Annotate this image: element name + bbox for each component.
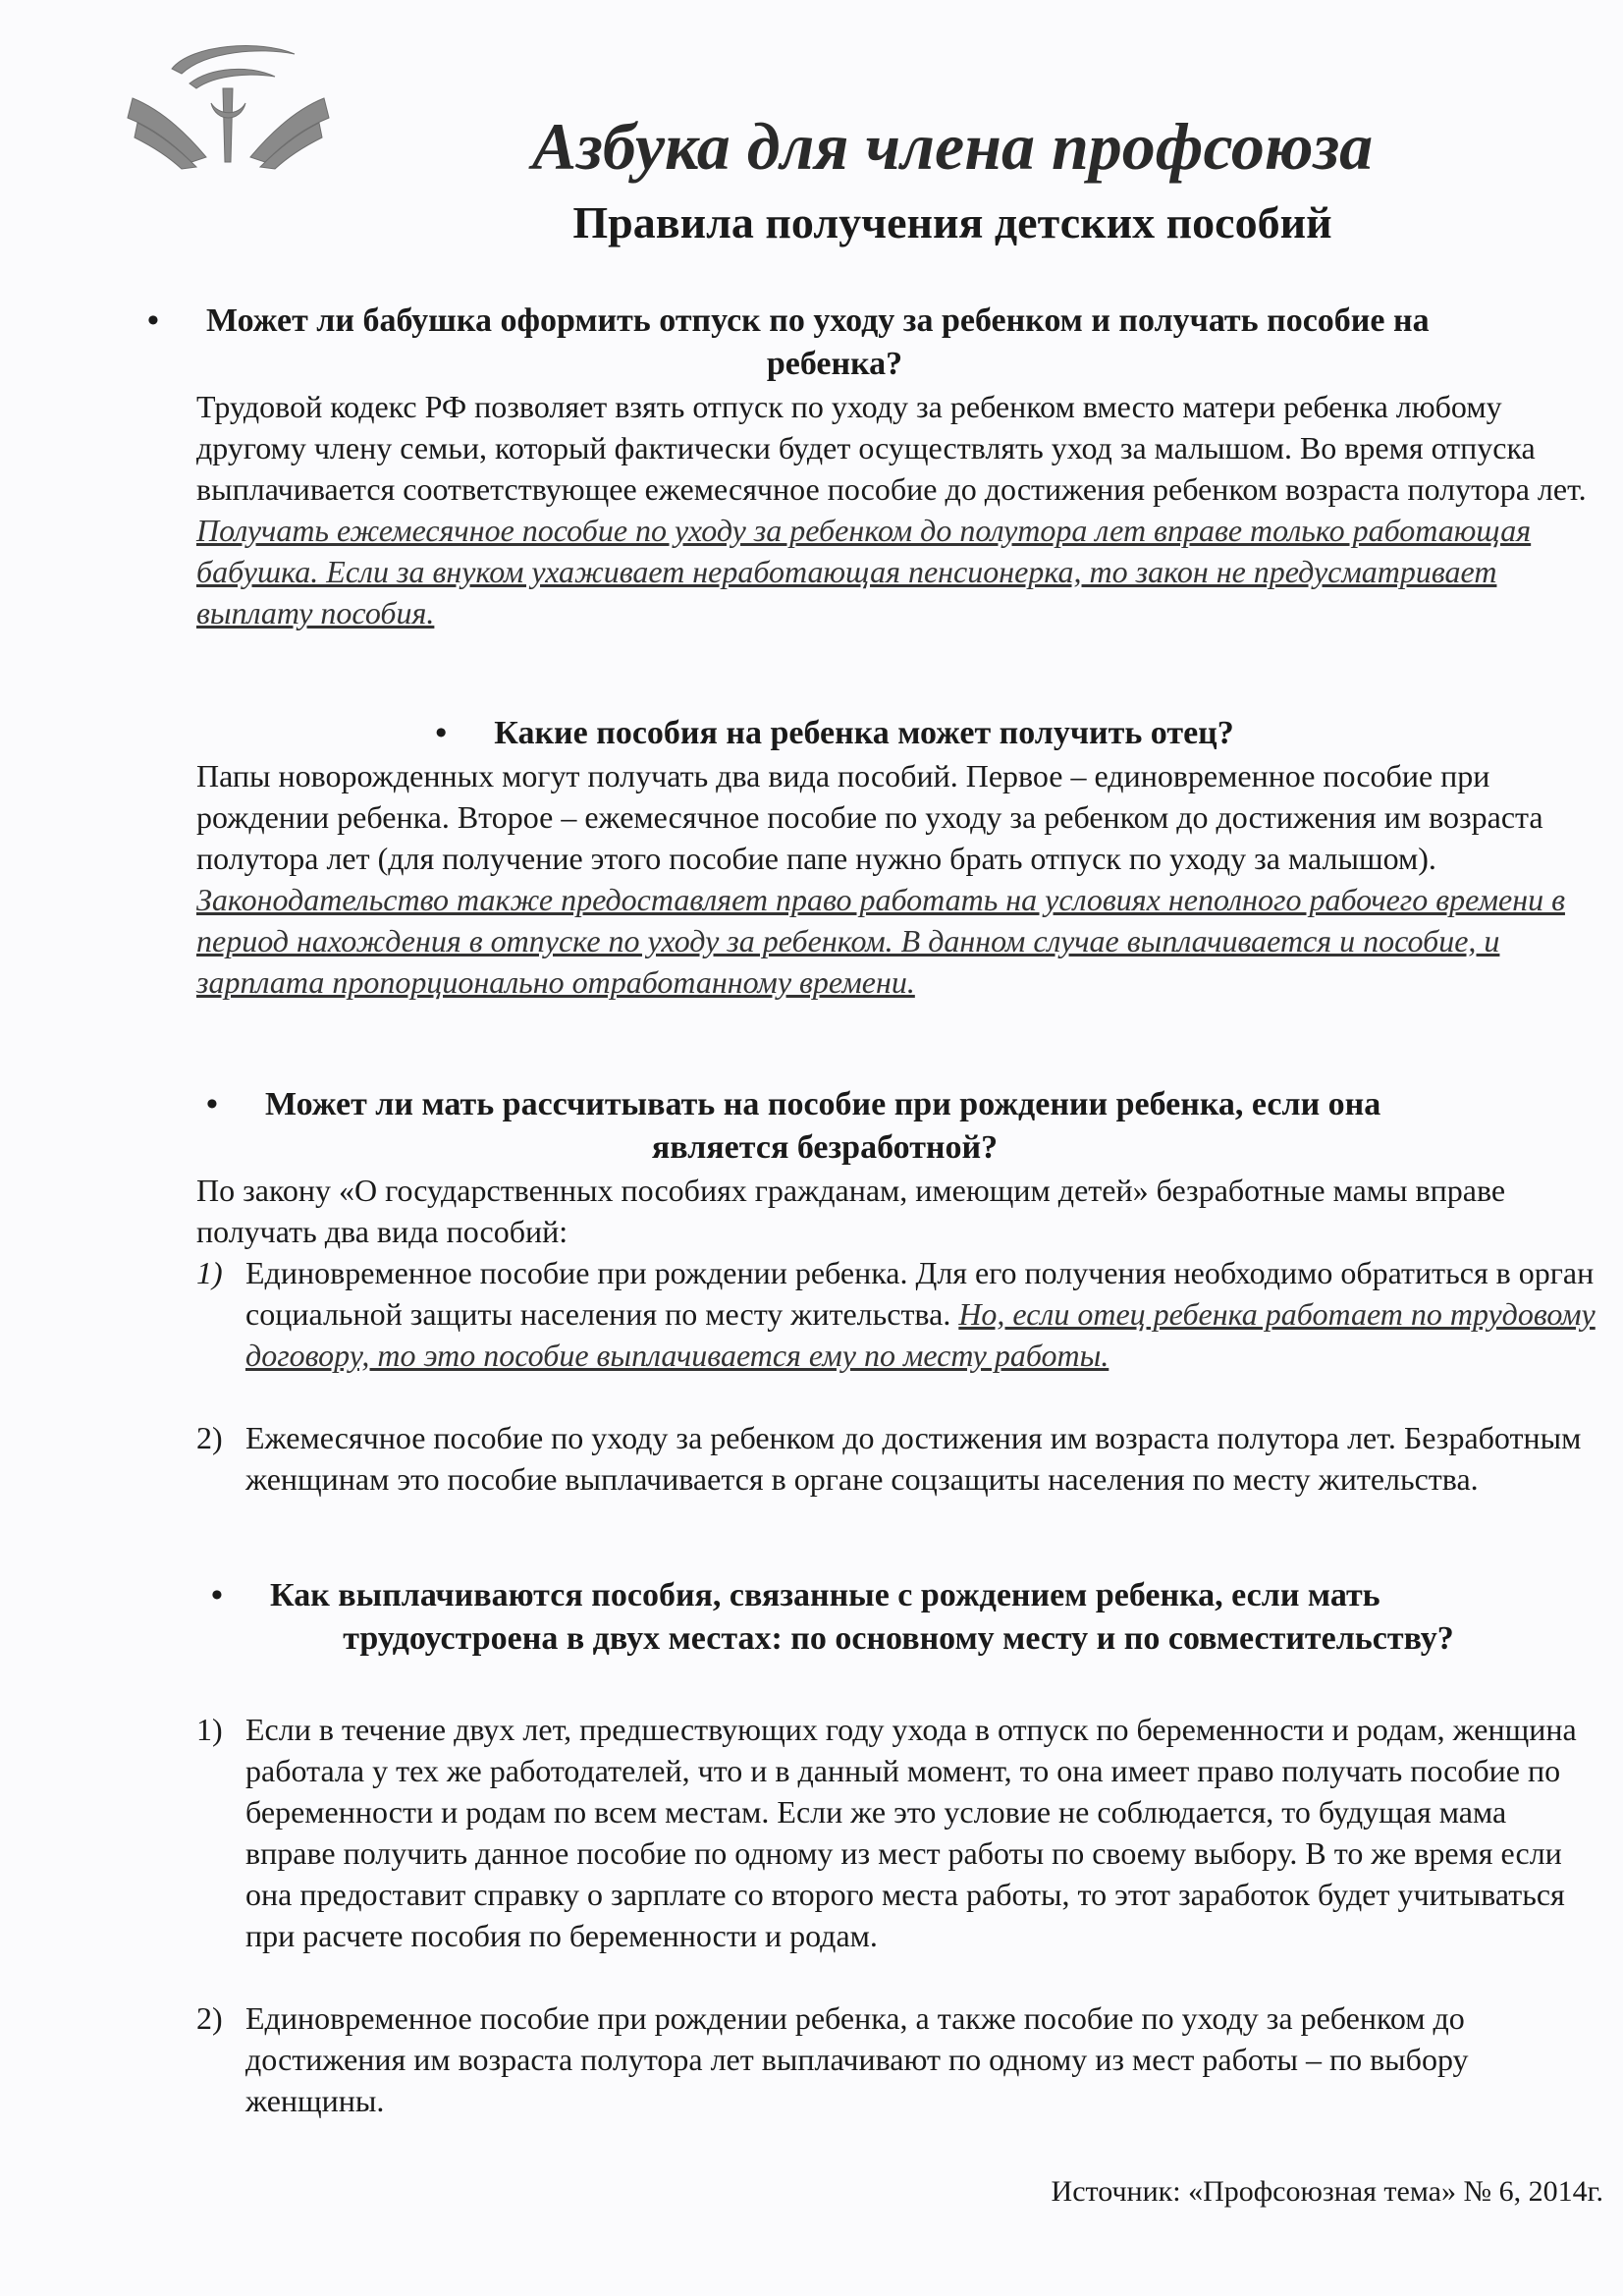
bullet-icon: • [206,1086,218,1122]
question-2: • Какие пособия на ребенка может получить отец? [196,712,1473,755]
list-item-text: Если в течение двух лет, предшествующих году ухода в отпуск по беременности и родам, женщина работала у тех же работодателей, что и в данный момент, то она имеет право получать пособие по беременности и родам по всем местам. Если же это условие не соблюдается, то будущая мама вправе получить данное пособие по одному из мест работы по своему выбору. В то же время если она предоставит справку о зарплате со второго места работы, то этот заработок будет учитываться при расчете пособия по беременности и родам. [245,1712,1577,1953]
question-4-line2: трудоустроена в двух местах: по основному месту и по совместительству? [343,1620,1454,1657]
question-4: • Как выплачиваются пособия, связанные с рождением ребенка, если мать [211,1574,1586,1617]
list-item-text: Единовременное пособие при рождении ребенка, а также пособие по уходу за ребенком до достижения им возраста полутора лет выплачивают по одному из мест работы – по выбору женщины. [245,2000,1469,2118]
page-subtitle: Правила получения детских пособий [572,197,1332,247]
section-2-text: Папы новорожденных могут получать два вида пособий. Первое – единовременное пособие при рождении ребенка. Второе – ежемесячное пособие по уходу за ребенком до достижения им возраста полутора лет (для получение этого пособие папе нужно брать отпуск по уходу за малышом). Законодательство также предоставляет право работать на условиях неполного рабочего времени в период нахождения в отпуске по уходу за ребенком. В данном случае выплачивается и пособие, и зарплата пропорционально отработанному времени. [196,758,1565,1000]
page-title: Азбука для члена профсоюза [531,109,1374,184]
question-1-line2: ребенка? [766,346,903,382]
question-3: • Может ли мать рассчитывать на пособие при рождении ребенка, если она [206,1083,1581,1126]
list-item [196,1709,1600,2003]
list-item [196,1997,1600,2125]
union-logo-icon [113,29,339,177]
list-item [196,1417,1600,1545]
section-1-emphasis: Получать ежемесячное пособие по уходу за ребенком до полутора лет вправе только работающая бабушка. Если за внуком ухаживает неработающая пенсионерка, то закон не предусматривает выплату пособия. [196,513,1532,630]
section-2-emphasis: Законодательство также предоставляет право работать на условиях неполного рабочего времени в период нахождения в отпуске по уходу за ребенком. В данном случае выплачивается и пособие, и зарплата пропорционально отработанному времени. [196,882,1565,1000]
question-1: • Может ли бабушка оформить отпуск по уходу за ребенком и получать пособие на [147,300,1620,343]
bullet-icon: • [147,302,159,339]
list-item-number: 2) [196,1420,223,1455]
list-item-emphasis: Но, если отец ребенка работает по трудовому договору, то это пособие выплачивается ему по месту работы. [245,1296,1596,1373]
section-3-intro: По закону «О государственных пособиях гражданам, имеющим детей» безработные мамы вправе получать два вида пособий: [196,1173,1506,1249]
bullet-icon: • [435,715,448,751]
list-item [196,1252,1600,1419]
bullet-icon: • [211,1577,223,1613]
list-item-number: 1) [196,1712,223,1747]
source-citation: Источник: «Профсоюзная тема» № 6, 2014г. [1051,2175,1603,2208]
list-item-number: 1) [196,1255,223,1290]
section-1-text: Трудовой кодекс РФ позволяет взять отпуск по уходу за ребенком вместо матери ребенка любому другому члену семьи, который фактически будет осуществлять уход за малышом. Во время отпуска выплачивается соответствующее ежемесячное пособие до достижения ребенком возраста полутора лет. Получать ежемесячное пособие по уходу за ребенком до полутора лет вправе только работающая бабушка. Если за внуком ухаживает неработающая пенсионерка, то закон не предусматривает выплату пособия. [196,389,1587,630]
list-item-text: Единовременное пособие при рождении ребенка. Для его получения необходимо обратиться в орган социальной защиты населения по месту жительства. [245,1255,1595,1332]
question-3-line2: является безработной? [651,1129,999,1166]
list-item-number: 2) [196,2000,223,2036]
list-item-text: Ежемесячное пособие по уходу за ребенком до достижения им возраста полутора лет. Безработным женщинам это пособие выплачивается в органе соцзащиты населения по месту жительства. [245,1420,1582,1497]
